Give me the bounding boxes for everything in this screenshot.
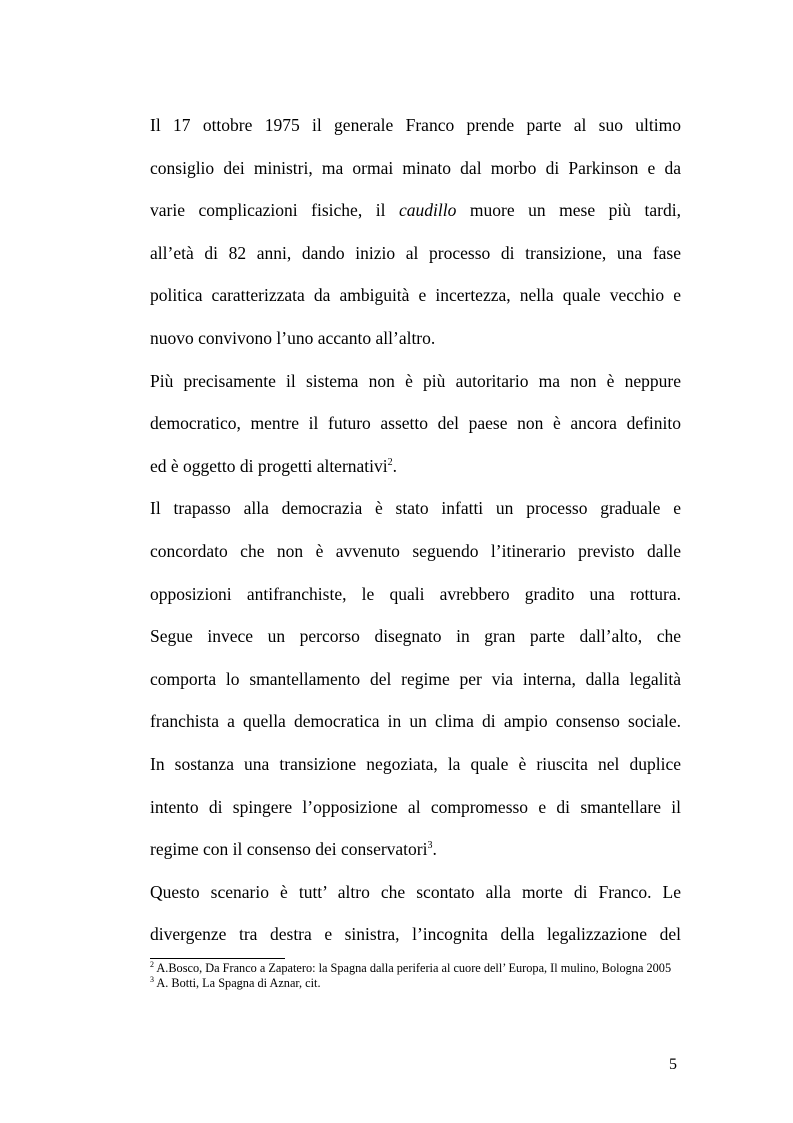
body-line — [150, 828, 681, 871]
text-run: consiglio dei ministri, ma ormai minato dal morbo di Parkinson e da — [150, 157, 681, 178]
text-run: . — [432, 839, 437, 860]
body-line — [150, 743, 681, 786]
text-run: Il trapasso alla democrazia è stato infatti un processo graduale e — [150, 498, 681, 519]
footnote-reference: 2 — [387, 456, 393, 468]
text-run: franchista a quella democratica in un clima di ampio consenso sociale. — [150, 711, 681, 732]
text-run: intento di spingere l’opposizione al compromesso e di smantellare il — [150, 796, 681, 817]
text-run: concordato che non è avvenuto seguendo l’itinerario previsto dalle — [150, 540, 681, 561]
footnote — [150, 976, 690, 991]
text-run: In sostanza una transizione negoziata, la quale è riuscita nel duplice — [150, 753, 681, 774]
footnote-reference: 3 — [427, 840, 433, 852]
footnote-number: 2 — [150, 959, 154, 969]
footnotes — [150, 961, 690, 991]
page-number: 5 — [669, 1056, 677, 1073]
text-run: opposizioni antifranchiste, le quali avrebbero gradito una rottura. — [150, 583, 681, 604]
text-run: politica caratterizzata da ambiguità e incertezza, nella quale vecchio e — [150, 285, 681, 306]
text-run: varie complicazioni fisiche, il — [150, 200, 399, 221]
body-line — [150, 615, 681, 658]
footnote-text: A.Bosco, Da Franco a Zapatero: la Spagna dalla periferia al cuore dell’ Europa, Il mulino, Bologna 2005 — [154, 961, 672, 975]
body-line — [150, 487, 681, 530]
footnote-separator — [150, 958, 285, 959]
text-run: Segue invece un percorso disegnato in gran parte dall’alto, che — [150, 626, 681, 647]
text-run: muore un mese più tardi, — [456, 200, 681, 221]
body-line — [150, 104, 681, 147]
body-line — [150, 232, 681, 275]
footnote-number: 3 — [150, 974, 154, 984]
text-run: . — [392, 455, 398, 476]
body-line — [150, 445, 681, 488]
italic-term: caudillo — [398, 200, 457, 221]
body-line — [150, 317, 681, 360]
text-run: all’età di 82 anni, dando inizio al processo di transizione, una fase — [150, 242, 681, 263]
text-run: democratico, mentre il futuro assetto del paese non è ancora definito — [150, 413, 681, 434]
text-run: Più precisamente il sistema non è più autoritario ma non è neppure — [150, 370, 681, 391]
body-line — [150, 573, 681, 616]
footnote-text: A. Botti, La Spagna di Aznar, cit. — [154, 976, 321, 990]
body-line — [150, 913, 681, 956]
text-run: comporta lo smantellamento del regime per via interna, dalla legalità — [150, 668, 681, 689]
body-line — [150, 658, 681, 701]
text-run: regime con il consenso dei conservatori — [150, 839, 428, 860]
body-line — [150, 147, 681, 190]
text-run: divergenze tra destra e sinistra, l’incognita della legalizzazione del — [150, 924, 681, 945]
text-run: nuovo convivono l’uno accanto all’altro. — [150, 327, 436, 348]
body-line — [150, 274, 681, 317]
body-text — [150, 104, 681, 956]
text-run: Il 17 ottobre 1975 il generale Franco prende parte al suo ultimo — [150, 115, 681, 135]
body-line — [150, 530, 681, 573]
body-line — [150, 786, 681, 829]
text-run: Questo scenario è tutt’ altro che scontato alla morte di Franco. Le — [150, 881, 681, 902]
body-line — [150, 189, 681, 232]
body-line — [150, 871, 681, 914]
body-line — [150, 360, 681, 403]
body-line — [150, 402, 681, 445]
footnote — [150, 961, 690, 976]
text-run: ed è oggetto di progetti alternativi — [150, 455, 388, 476]
body-line — [150, 700, 681, 743]
